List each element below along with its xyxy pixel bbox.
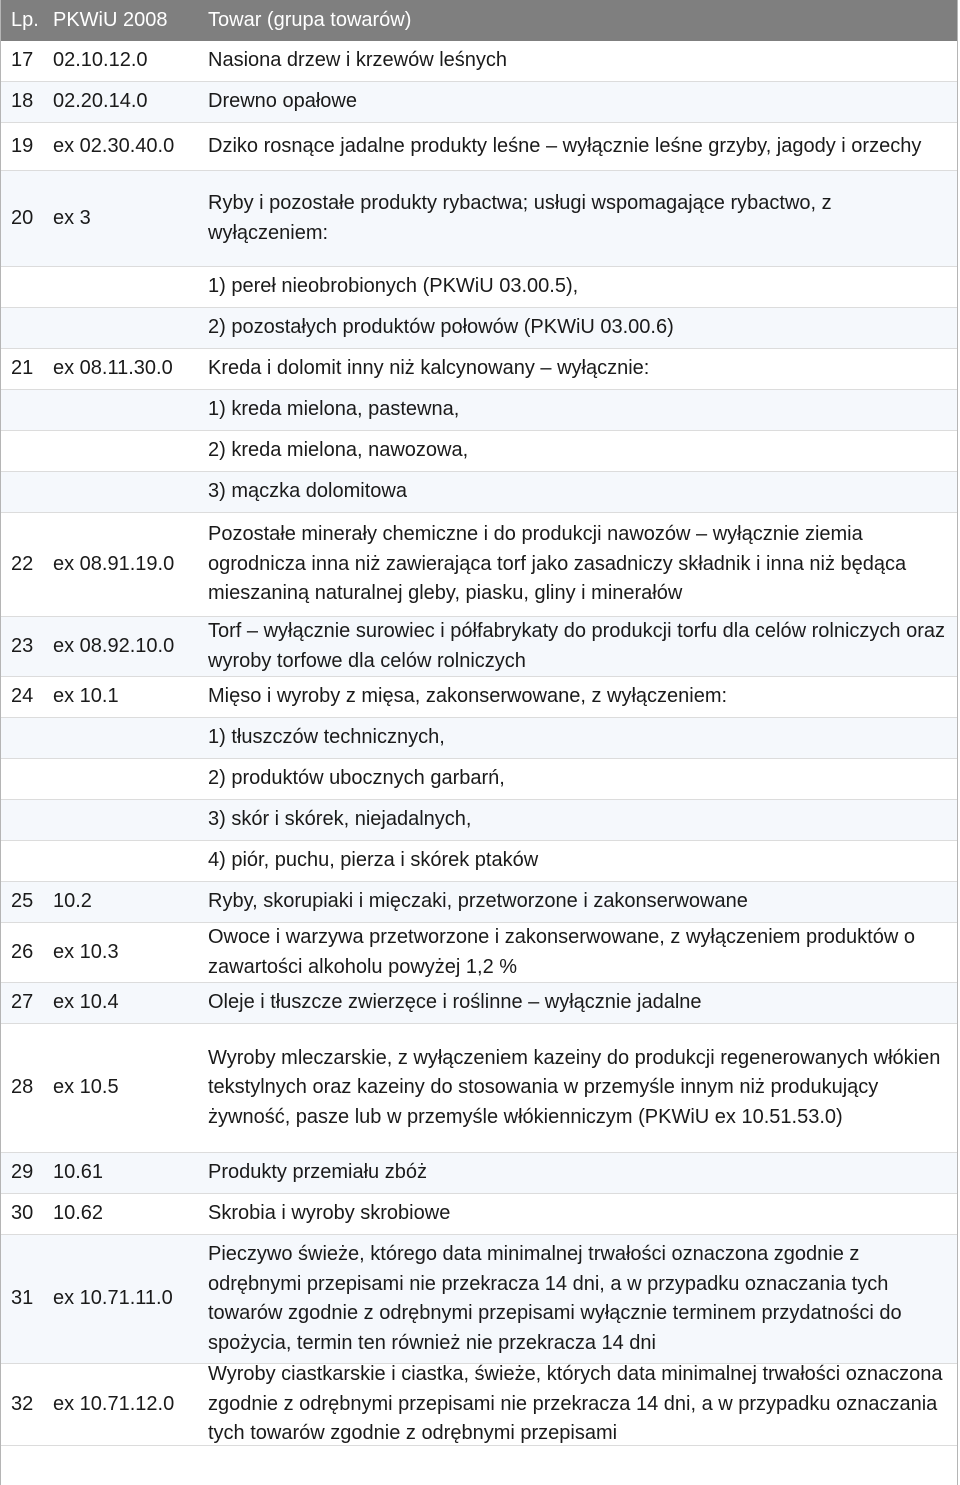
table-row bbox=[1, 718, 957, 759]
row-goods-description bbox=[198, 923, 957, 982]
row-goods-description bbox=[198, 390, 957, 430]
row-goods-description bbox=[198, 1153, 957, 1193]
row-goods-description bbox=[198, 267, 957, 307]
row-lp bbox=[1, 390, 53, 430]
table-row bbox=[1, 513, 957, 617]
row-goods-description bbox=[198, 677, 957, 717]
row-pkwiu-code: 02.10.12.0 bbox=[53, 49, 148, 72]
row-lp: 29 bbox=[11, 1161, 34, 1184]
row-goods-text: Ryby, skorupiaki i mięczaki, przetworzone i zakonserwowane bbox=[208, 890, 748, 913]
row-pkwiu-code: ex 10.4 bbox=[53, 991, 119, 1014]
row-lp: 24 bbox=[11, 685, 34, 708]
row-goods-description bbox=[198, 123, 957, 170]
table-row bbox=[1, 617, 957, 677]
row-goods-text: Pieczywo świeże, którego data minimalnej trwałości oznaczona zgodnie z odrębnymi przepisami nie przekracza 14 dni, a w przypadku oznaczania tych towarów zgodnie z odrębnymi przepisami wyłącznie terminem przydatności do spożycia, termin ten również nie przekracza 14 dni bbox=[208, 1243, 902, 1354]
row-lp: 21 bbox=[11, 357, 34, 380]
table-row bbox=[1, 1153, 957, 1194]
row-pkwiu-code: ex 3 bbox=[53, 206, 91, 229]
table-row bbox=[1, 1194, 957, 1235]
row-pkwiu-code: ex 08.92.10.0 bbox=[53, 634, 175, 657]
row-lp: 17 bbox=[11, 49, 34, 72]
row-pkwiu-code bbox=[53, 308, 198, 348]
row-goods-description bbox=[198, 1235, 957, 1363]
row-lp: 28 bbox=[11, 1076, 34, 1099]
row-pkwiu-code: ex 10.3 bbox=[53, 940, 119, 963]
row-lp bbox=[1, 841, 53, 881]
table-row bbox=[1, 841, 957, 882]
row-goods-text: Dziko rosnące jadalne produkty leśne – wyłącznie leśne grzyby, jagody i orzechy bbox=[208, 134, 922, 157]
row-goods-description bbox=[198, 882, 957, 922]
row-goods-text: Pozostałe minerały chemiczne i do produkcji nawozów – wyłącznie ziemia ogrodnicza inna niż zawierająca torf jako zasadniczy składnik i inna niż będąca mieszaniną naturalnej gleby, piasku, gliny i minerałów bbox=[208, 523, 907, 605]
table-row bbox=[1, 349, 957, 390]
row-lp bbox=[1, 431, 53, 471]
row-lp: 20 bbox=[11, 206, 34, 229]
table-row bbox=[1, 1024, 957, 1153]
row-goods-description bbox=[198, 983, 957, 1023]
row-pkwiu-code: 10.61 bbox=[53, 1161, 104, 1184]
table-row bbox=[1, 759, 957, 800]
row-pkwiu-code: ex 10.71.12.0 bbox=[53, 1392, 175, 1415]
header-lp: Lp. bbox=[11, 9, 39, 31]
row-goods-description bbox=[198, 841, 957, 881]
row-goods-text: Oleje i tłuszcze zwierzęce i roślinne – wyłącznie jadalne bbox=[208, 991, 702, 1014]
row-lp bbox=[1, 718, 53, 758]
row-pkwiu-code bbox=[53, 841, 198, 881]
table-row bbox=[1, 390, 957, 431]
row-goods-text: Drewno opałowe bbox=[208, 90, 357, 113]
row-goods-description bbox=[198, 82, 957, 122]
row-goods-text: 2) kreda mielona, nawozowa, bbox=[208, 439, 469, 462]
row-lp: 32 bbox=[11, 1392, 34, 1415]
row-goods-text: Wyroby mleczarskie, z wyłączeniem kazeiny do produkcji regenerowanych włókien tekstylnych oraz kazeiny do stosowania w przemyśle innym niż produkujący żywność, pasze lub w przemyśle włókienniczym (PKWiU ex 10.51.53.0) bbox=[208, 1046, 941, 1128]
row-pkwiu-code: 10.62 bbox=[53, 1202, 104, 1225]
table-row bbox=[1, 983, 957, 1024]
row-lp: 18 bbox=[11, 90, 34, 113]
row-pkwiu-code: ex 10.5 bbox=[53, 1076, 119, 1099]
row-goods-text: 2) produktów ubocznych garbarń, bbox=[208, 767, 505, 790]
row-goods-text: Skrobia i wyroby skrobiowe bbox=[208, 1202, 451, 1225]
row-goods-text: Wyroby ciastkarskie i ciastka, świeże, których data minimalnej trwałości oznaczona zgodnie z odrębnymi przepisami nie przekracza 14 dni, a w przypadku oznaczania tych towarów zgodnie z odrębnymi przepisami bbox=[208, 1363, 943, 1445]
row-lp: 31 bbox=[11, 1287, 34, 1310]
table-row bbox=[1, 1364, 957, 1446]
row-lp: 25 bbox=[11, 890, 34, 913]
row-pkwiu-code bbox=[53, 431, 198, 471]
row-goods-description bbox=[198, 1024, 957, 1152]
header-pkwiu: PKWiU 2008 bbox=[53, 9, 168, 31]
table-header bbox=[1, 0, 957, 41]
row-goods-description bbox=[198, 617, 957, 676]
row-lp bbox=[1, 800, 53, 840]
row-pkwiu-code: ex 08.91.19.0 bbox=[53, 552, 175, 575]
row-pkwiu-code: 10.2 bbox=[53, 890, 92, 913]
row-goods-text: 1) kreda mielona, pastewna, bbox=[208, 398, 460, 421]
table-row bbox=[1, 41, 957, 82]
row-goods-text: 4) piór, puchu, pierza i skórek ptaków bbox=[208, 849, 539, 872]
row-lp: 19 bbox=[11, 134, 34, 157]
row-goods-text: 2) pozostałych produktów połowów (PKWiU 03.00.6) bbox=[208, 316, 674, 339]
row-goods-text: Ryby i pozostałe produkty rybactwa; usługi wspomagające rybactwo, z wyłączeniem: bbox=[208, 192, 832, 244]
row-lp: 22 bbox=[11, 552, 34, 575]
row-goods-description bbox=[198, 431, 957, 471]
row-pkwiu-code: ex 10.1 bbox=[53, 685, 119, 708]
row-goods-text: Owoce i warzywa przetworzone i zakonserwowane, z wyłączeniem produktów o zawartości alkoholu powyżej 1,2 % bbox=[208, 926, 915, 978]
row-pkwiu-code: ex 08.11.30.0 bbox=[53, 357, 173, 380]
row-pkwiu-code: 02.20.14.0 bbox=[53, 90, 148, 113]
table-row bbox=[1, 267, 957, 308]
row-goods-text: 3) skór i skórek, niejadalnych, bbox=[208, 808, 472, 831]
row-lp bbox=[1, 759, 53, 799]
table-row bbox=[1, 472, 957, 513]
table-row bbox=[1, 882, 957, 923]
row-goods-description bbox=[198, 718, 957, 758]
row-pkwiu-code bbox=[53, 759, 198, 799]
row-goods-text: 1) pereł nieobrobionych (PKWiU 03.00.5), bbox=[208, 275, 579, 298]
table-body bbox=[1, 41, 957, 1446]
row-goods-description bbox=[198, 41, 957, 81]
row-lp: 30 bbox=[11, 1202, 34, 1225]
table-row bbox=[1, 171, 957, 267]
table-row bbox=[1, 123, 957, 171]
table-row bbox=[1, 1235, 957, 1364]
row-goods-text: Produkty przemiału zbóż bbox=[208, 1161, 427, 1184]
row-lp: 27 bbox=[11, 991, 34, 1014]
row-goods-description bbox=[198, 349, 957, 389]
row-goods-description bbox=[198, 472, 957, 512]
row-pkwiu-code bbox=[53, 800, 198, 840]
row-pkwiu-code bbox=[53, 390, 198, 430]
table-row bbox=[1, 800, 957, 841]
table-row bbox=[1, 308, 957, 349]
table-row bbox=[1, 82, 957, 123]
row-goods-description bbox=[198, 1364, 957, 1445]
row-goods-description bbox=[198, 759, 957, 799]
row-goods-text: Mięso i wyroby z mięsa, zakonserwowane, z wyłączeniem: bbox=[208, 685, 728, 708]
table-row bbox=[1, 923, 957, 983]
row-lp: 23 bbox=[11, 634, 34, 657]
row-lp bbox=[1, 267, 53, 307]
row-pkwiu-code: ex 02.30.40.0 bbox=[53, 134, 175, 157]
row-goods-text: Nasiona drzew i krzewów leśnych bbox=[208, 49, 508, 72]
row-lp: 26 bbox=[11, 940, 34, 963]
row-lp bbox=[1, 308, 53, 348]
row-goods-text: 3) mączka dolomitowa bbox=[208, 480, 407, 503]
header-towar: Towar (grupa towarów) bbox=[208, 9, 412, 31]
row-goods-description bbox=[198, 1194, 957, 1234]
row-goods-description bbox=[198, 800, 957, 840]
row-lp bbox=[1, 472, 53, 512]
table-row bbox=[1, 431, 957, 472]
row-pkwiu-code bbox=[53, 472, 198, 512]
table-row bbox=[1, 677, 957, 718]
row-goods-description bbox=[198, 308, 957, 348]
row-goods-text: 1) tłuszczów technicznych, bbox=[208, 726, 445, 749]
row-goods-description bbox=[198, 513, 957, 616]
row-pkwiu-code: ex 10.71.11.0 bbox=[53, 1287, 173, 1310]
row-goods-description bbox=[198, 171, 957, 266]
row-pkwiu-code bbox=[53, 718, 198, 758]
row-goods-text: Torf – wyłącznie surowiec i półfabrykaty do produkcji torfu dla celów rolniczych oraz wyroby torfowe dla celów rolniczych bbox=[208, 620, 945, 672]
row-goods-text: Kreda i dolomit inny niż kalcynowany – wyłącznie: bbox=[208, 357, 650, 380]
row-pkwiu-code bbox=[53, 267, 198, 307]
